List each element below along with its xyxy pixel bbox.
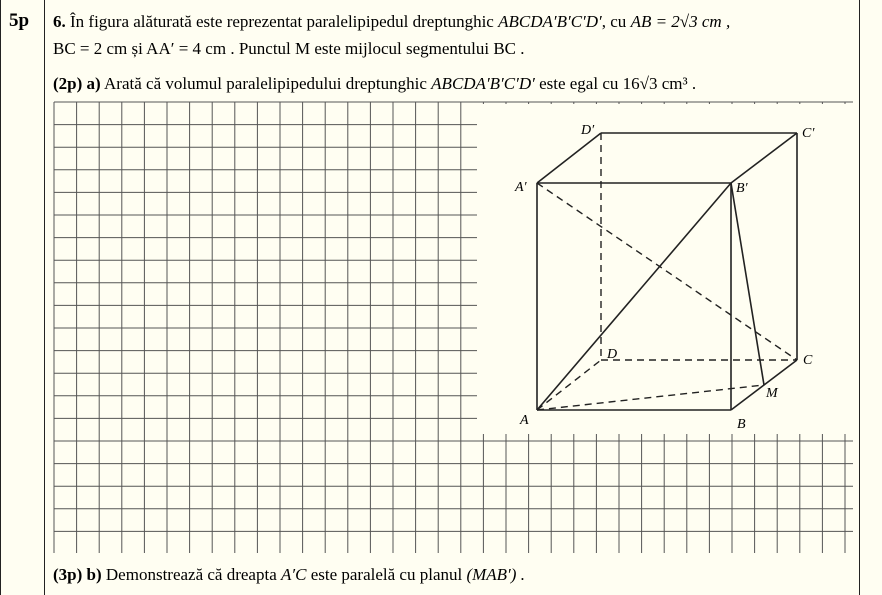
part-a-text: Arată că volumul paralelipipedului dreptunghic xyxy=(104,74,427,93)
part-a-points: (2p) a) xyxy=(53,74,101,93)
part-a-rest: este egal cu 16√3 cm³ . xyxy=(539,74,697,93)
problem-text: În figura alăturată este reprezentat paralelipipedul dreptunghic xyxy=(70,12,494,31)
label-A1: A′ xyxy=(515,180,527,195)
label-M: M xyxy=(766,386,778,401)
part-b-text: Demonstrează că dreapta xyxy=(105,565,277,584)
label-B1: B′ xyxy=(736,181,748,196)
part-b-points: (3p) b) xyxy=(53,565,102,584)
label-A: A xyxy=(520,413,529,428)
problem-number: 6. xyxy=(53,12,66,31)
part-b xyxy=(53,565,525,585)
label-C: C xyxy=(803,353,813,368)
part-b-rest: este paralelă cu planul xyxy=(310,565,463,584)
figure-background xyxy=(477,104,857,434)
label-B: B xyxy=(737,417,746,432)
label-D: D xyxy=(607,347,618,362)
solid-name: ABCDA′B′C′D′ xyxy=(498,12,602,31)
label-C1: C′ xyxy=(802,126,815,141)
problem-line-2: BC = 2 cm și AA′ = 4 cm . Punctul M este mijlocul segmentului BC . xyxy=(53,39,525,58)
part-b-plane: (MAB′) . xyxy=(466,565,525,584)
points-label: 5p xyxy=(9,10,30,31)
part-a-solid: ABCDA′B′C′D′ xyxy=(431,74,535,93)
part-b-line: A′C xyxy=(281,565,307,584)
cu-word: , cu xyxy=(601,12,627,31)
ab-value: AB = 2√3 cm , xyxy=(630,12,731,31)
label-D1: D′ xyxy=(581,123,595,138)
